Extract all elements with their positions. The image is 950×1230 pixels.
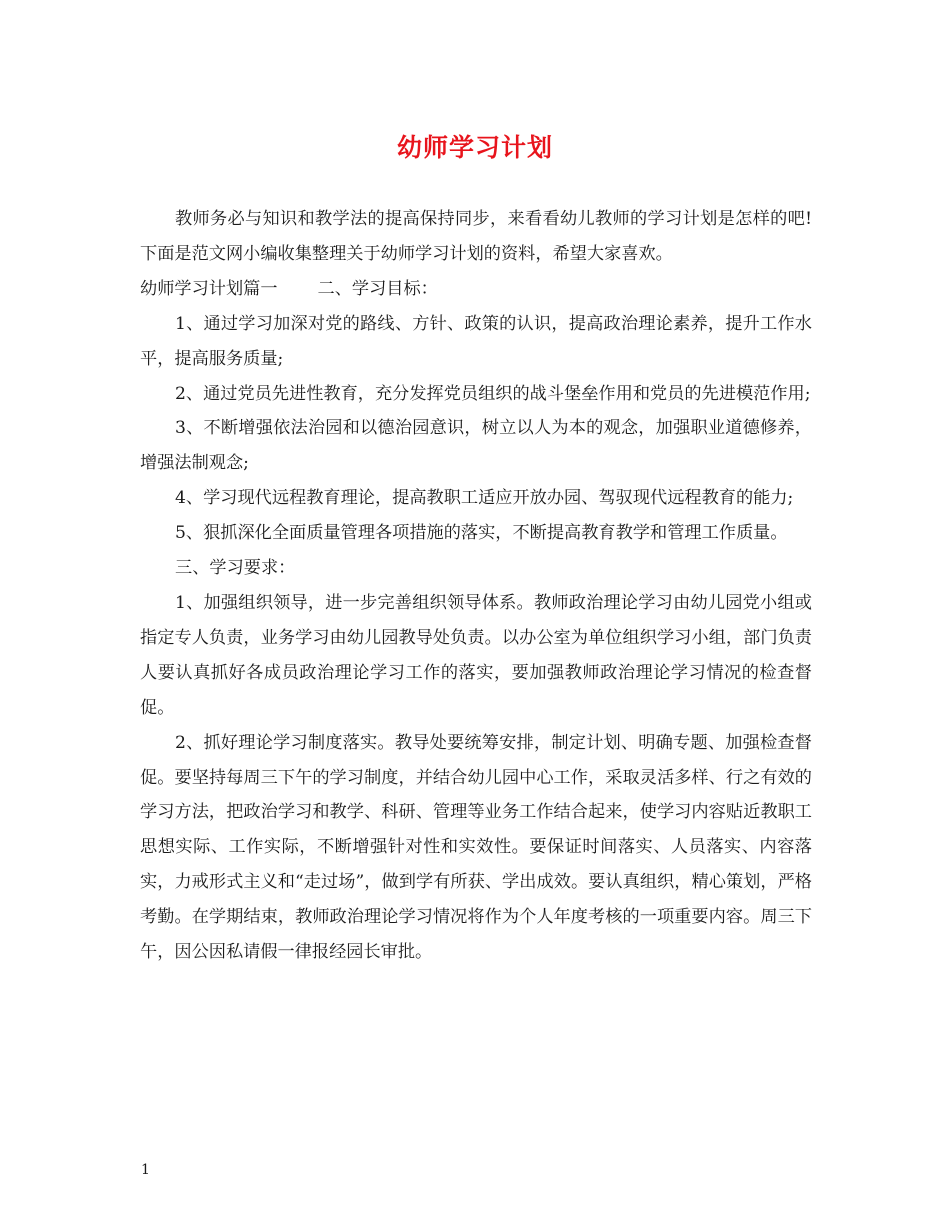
requirement-item: 2、抓好理论学习制度落实。教导处要统筹安排，制定计划、明确专题、加强检查督促。要坚持每周三下午的学习制度，并结合幼儿园中心工作，采取灵活多样、行之有效的学习方法，把政治学习和教学、科研、管理等业务工作结合起来，使学习内容贴近教职工思想实际、工作实际，不断增强针对性和实效性。要保证时间落实、人员落实、内容落实，力戒形式主义和“走过场”，做到学有所获、学出成效。要认真组织，精心策划，严格考勤。在学期结束，教师政治理论学习情况将作为个人年度考核的一项重要内容。周三下午，因公因私请假一律报经园长审批。 — [140, 732, 812, 963]
section-line — [140, 272, 812, 307]
goal-item: 3、不断增强依法治园和以德治园意识，树立以人为本的观念，加强职业道德修养，增强法制观念; — [140, 418, 812, 474]
goal-item: 2、通过党员先进性教育，充分发挥党员组织的战斗堡垒作用和党员的先进模范作用; — [175, 383, 811, 404]
document-body — [140, 202, 812, 970]
section-label: 幼师学习计划篇一 — [140, 278, 278, 299]
goal-item: 1、通过学习加深对党的路线、方针、政策的认识，提高政治理论素养，提升工作水平，提高服务质量; — [140, 313, 812, 369]
page-number: 1 — [141, 1162, 150, 1178]
requirement-item: 1、加强组织领导，进一步完善组织领导体系。教师政治理论学习由幼儿园党小组或指定专人负责，业务学习由幼儿园教导处负责。以办公室为单位组织学习小组，部门负责人要认真抓好各成员政治理论学习工作的落实，要加强教师政治理论学习情况的检查督促。 — [140, 592, 812, 718]
requirements-heading: 三、学习要求： — [175, 558, 296, 579]
goal-item: 5、狠抓深化全面质量管理各项措施的落实，不断提高教育教学和管理工作质量。 — [175, 523, 788, 544]
intro-paragraph: 教师务必与知识和教学法的提高保持同步，来看看幼儿教师的学习计划是怎样的吧!下面是范文网小编收集整理关于幼师学习计划的资料，希望大家喜欢。 — [140, 209, 812, 264]
goal-item: 4、学习现代远程教育理论，提高教职工适应开放办园、驾驭现代远程教育的能力; — [175, 488, 794, 509]
document-title: 幼师学习计划 — [396, 133, 553, 162]
goals-heading: 二、学习目标： — [317, 278, 438, 299]
